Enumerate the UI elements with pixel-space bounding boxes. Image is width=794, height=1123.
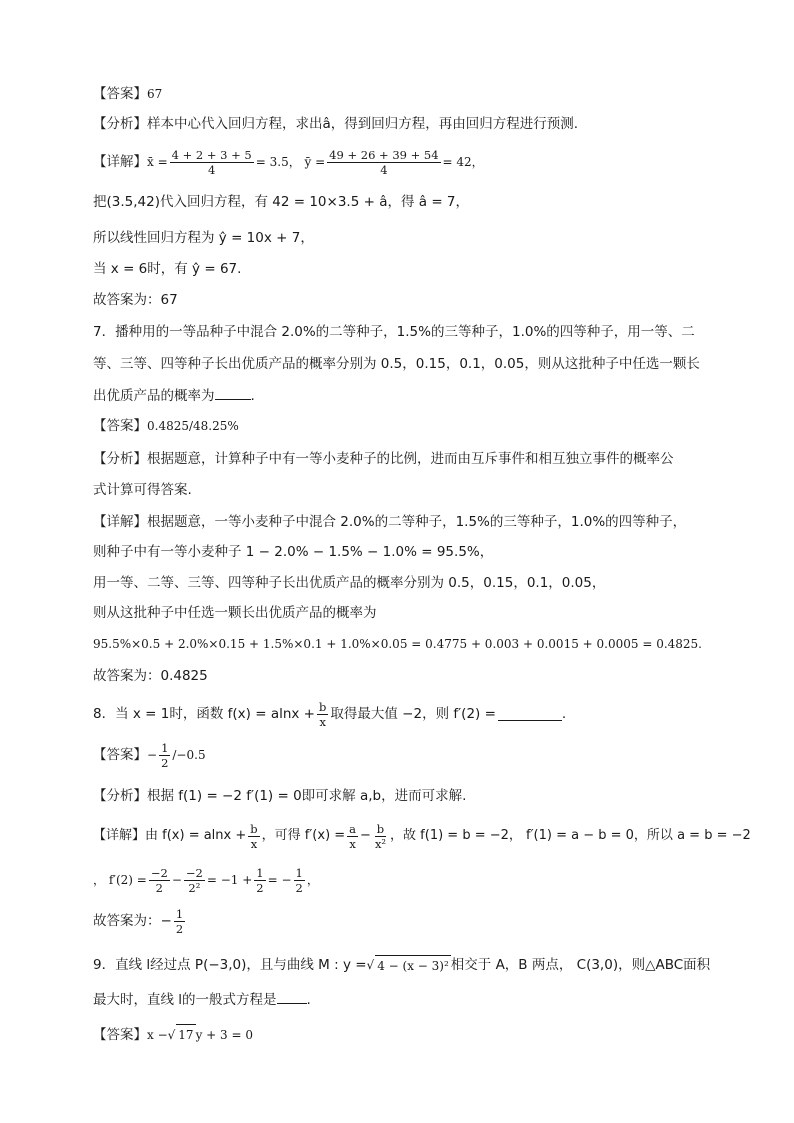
question-8-end: . bbox=[561, 706, 567, 722]
fraction bbox=[184, 866, 205, 895]
answer-blank bbox=[498, 708, 562, 721]
answer-blank bbox=[277, 991, 307, 1004]
answer-text: 0.4825/48.25% bbox=[147, 419, 239, 433]
solution-line bbox=[93, 818, 751, 854]
solution-text: 故答案为：− bbox=[93, 913, 172, 929]
fraction bbox=[248, 822, 259, 851]
question-8-line bbox=[93, 696, 734, 732]
solution-line bbox=[93, 144, 734, 180]
sqrt-radicand: 4 − (x − 3)² bbox=[375, 955, 451, 976]
analysis-line bbox=[93, 786, 734, 806]
fraction bbox=[373, 822, 388, 851]
answer-sign: − bbox=[147, 748, 158, 762]
mean-y-result: = 42， bbox=[442, 155, 484, 169]
sqrt-radicand: 17 bbox=[176, 1024, 195, 1045]
fraction-denominator: x bbox=[319, 714, 326, 729]
solution-equation: 95.5%×0.5 + 2.0%×0.15 + 1.5%×0.1 + 1.0%×0.05 = 0.4775 + 0.003 + 0.0015 + 0.0005 = 0.4825. bbox=[93, 637, 702, 651]
mean-y-label: = 3.5， ȳ = bbox=[255, 155, 326, 169]
question-7-line: 7．播种用的一等品种子中混合 2.0%的二等种子，1.5%的三等种子，1.0%的四等种子，用一等、二 bbox=[93, 324, 695, 340]
fraction-denominator: 2² bbox=[188, 880, 201, 895]
text-line: 所以线性回归方程为 ŷ = 10x + 7， bbox=[93, 230, 314, 246]
question-7-line bbox=[93, 386, 734, 406]
answer-text: 67 bbox=[147, 87, 163, 101]
fraction-y bbox=[327, 148, 440, 177]
answer-tag: 【答案】 bbox=[93, 418, 147, 434]
fraction-half bbox=[159, 741, 170, 770]
fraction-numerator: 1 bbox=[175, 906, 184, 921]
answer-line bbox=[93, 416, 734, 436]
answer-tag: 【答案】 bbox=[93, 747, 147, 763]
fraction-numerator: −2 bbox=[185, 865, 203, 880]
question-7-text: 出优质产品的概率为 bbox=[93, 388, 215, 404]
solution-line: 则从这批种子中任选一颗长出优质产品的概率为 bbox=[93, 605, 377, 621]
text-line: 当 x = 6时，有 ŷ = 67. bbox=[93, 261, 242, 277]
fraction bbox=[294, 866, 305, 895]
solution-line: 用一等、二等、三等、四等种子长出优质产品的概率分别为 0.5，0.15，0.1，0.05， bbox=[93, 575, 606, 591]
analysis-text: 根据题意，计算种子中有一等小麦种子的比例，进而由互斥事件和相互独立事件的概率公 bbox=[147, 451, 674, 467]
question-9-line bbox=[93, 952, 734, 978]
question-8-text: 取得最大值 −2，则 f′(2) = bbox=[330, 706, 496, 722]
answer-line bbox=[93, 84, 734, 104]
solution-text: = − bbox=[267, 873, 292, 887]
answer-blank bbox=[215, 387, 251, 400]
question-9-line bbox=[93, 990, 734, 1010]
solution-tag: 【详解】 bbox=[93, 828, 146, 843]
fraction-numerator: b bbox=[250, 821, 258, 836]
solution-text: = −1 + bbox=[206, 873, 253, 887]
fraction-numerator: 4 + 2 + 3 + 5 bbox=[171, 147, 252, 162]
sqrt-sign: √ bbox=[167, 1028, 176, 1042]
solution-tag: 【详解】 bbox=[93, 514, 147, 530]
solution-text: − bbox=[360, 828, 371, 843]
solution-tag: 【详解】 bbox=[93, 154, 147, 170]
question-8-text: 8．当 x = 1时，函数 f(x) = alnx + bbox=[93, 706, 315, 722]
analysis-tag: 【分析】 bbox=[93, 788, 147, 804]
answer-tag: 【答案】 bbox=[93, 1027, 147, 1043]
fraction-numerator: 1 bbox=[256, 865, 264, 880]
question-9-text: 相交于 A，B 两点， C(3,0)，则△ABC面积 bbox=[450, 957, 711, 973]
text-line: 把(3.5,42)代入回归方程，有 42 = 10×3.5 + â，得 â = 7， bbox=[93, 194, 470, 210]
fraction-denominator: 2 bbox=[256, 880, 264, 895]
fraction bbox=[254, 866, 265, 895]
solution-line: 则种子中有一等小麦种子 1 − 2.0% − 1.5% − 1.0% = 95.5%， bbox=[93, 544, 494, 560]
solution-text: 根据题意，一等小麦种子中混合 2.0%的二等种子，1.5%的三等种子，1.0%的四等种子， bbox=[147, 514, 687, 530]
analysis-text: 根据 f(1) = −2 f′(1) = 0即可求解 a,b，进而可求解. bbox=[147, 788, 467, 804]
solution-text: ，可得 f′(x) = bbox=[261, 828, 346, 843]
solution-line: 故答案为：0.4825 bbox=[93, 668, 208, 684]
solution-text: ， bbox=[306, 873, 319, 887]
sqrt-sign: √ bbox=[366, 958, 375, 972]
question-9-end: . bbox=[306, 992, 311, 1008]
fraction-numerator: 1 bbox=[161, 740, 169, 755]
mean-x-label: x̄ = bbox=[147, 155, 168, 169]
fraction bbox=[347, 822, 358, 851]
fraction-numerator: 1 bbox=[295, 865, 303, 880]
answer-line bbox=[93, 738, 734, 772]
question-7-line: 等、三等、四等种子长出优质产品的概率分别为 0.5，0.15，0.1，0.05，则从这批种子中任选一颗长 bbox=[93, 356, 700, 372]
fraction-numerator: b bbox=[319, 699, 327, 714]
fraction-numerator: −2 bbox=[150, 865, 168, 880]
fraction-denominator: 4 bbox=[380, 162, 388, 177]
solution-text: ，故 f(1) = b = −2， f′(1) = a − b = 0，所以 a = b = −2 bbox=[390, 828, 751, 843]
fraction-x bbox=[170, 148, 254, 177]
fraction-b-over-x bbox=[317, 700, 328, 729]
answer-line bbox=[93, 1024, 734, 1045]
solution-line bbox=[93, 904, 734, 938]
fraction-denominator: x bbox=[250, 836, 258, 851]
question-9-text: 最大时，直线 l的一般式方程是 bbox=[93, 992, 277, 1008]
fraction-denominator: 4 bbox=[208, 162, 216, 177]
solution-text: ， f′(2) = bbox=[93, 873, 147, 887]
fraction-denominator: 2 bbox=[175, 921, 184, 936]
answer-text: /−0.5 bbox=[172, 748, 206, 762]
solution-text: − bbox=[171, 873, 182, 887]
fraction-denominator: 2 bbox=[295, 880, 303, 895]
analysis-tag: 【分析】 bbox=[93, 116, 147, 132]
analysis-text: 样本中心代入回归方程，求出â，得到回归方程，再由回归方程进行预测. bbox=[147, 116, 579, 132]
solution-text: 由 f(x) = alnx + bbox=[145, 828, 247, 843]
fraction bbox=[174, 907, 185, 936]
solution-line bbox=[93, 862, 734, 898]
fraction-denominator: 2 bbox=[161, 755, 169, 770]
fraction-numerator: b bbox=[376, 821, 385, 836]
analysis-line bbox=[93, 114, 734, 134]
fraction-numerator: a bbox=[349, 821, 357, 836]
fraction bbox=[149, 866, 170, 895]
question-9-text: 9．直线 l经过点 P(−3,0)，且与曲线 M : y = bbox=[93, 957, 367, 973]
solution-line bbox=[93, 512, 734, 532]
fraction-numerator: 49 + 26 + 39 + 54 bbox=[329, 147, 439, 162]
fraction-denominator: x bbox=[349, 836, 356, 851]
text-line: 故答案为：67 bbox=[93, 292, 178, 308]
fraction-denominator: x² bbox=[374, 836, 387, 851]
analysis-tag: 【分析】 bbox=[93, 451, 147, 467]
analysis-line bbox=[93, 449, 734, 469]
answer-text: y + 3 = 0 bbox=[195, 1028, 253, 1042]
fraction-denominator: 2 bbox=[155, 880, 163, 895]
answer-text: x − bbox=[147, 1028, 168, 1042]
question-7-end: . bbox=[250, 388, 255, 404]
answer-tag: 【答案】 bbox=[93, 86, 147, 102]
analysis-line: 式计算可得答案. bbox=[93, 482, 192, 498]
